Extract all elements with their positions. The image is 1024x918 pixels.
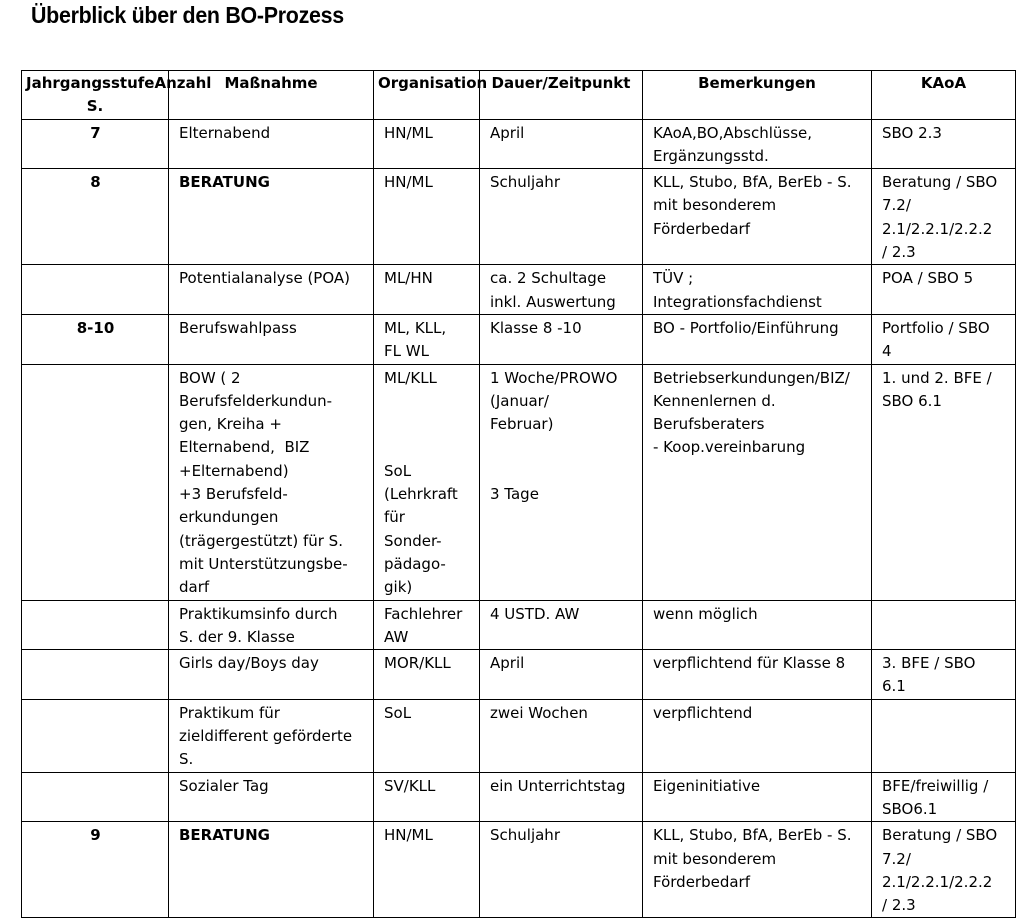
cell-text-line: mit besonderem	[653, 196, 777, 215]
cell-bemerkungen	[643, 699, 872, 772]
cell-text-line: SBO 6.1	[882, 391, 942, 410]
header-bemerkungen	[643, 71, 872, 120]
cell-jahrgangsstufe: 8-10	[22, 314, 169, 364]
cell-jahrgangsstufe	[22, 650, 169, 700]
cell-text-line: Portfolio / SBO	[882, 318, 990, 337]
blank-line	[384, 390, 470, 413]
cell-jahrgangsstufe	[22, 600, 169, 650]
cell-text-line: TÜV ;	[653, 269, 694, 288]
header-dauer	[480, 71, 643, 120]
cell-dauer	[480, 364, 643, 600]
table-body	[22, 119, 1016, 918]
cell-text-line: Girls day/Boys day	[179, 654, 319, 673]
cell-text-line: inkl. Auswertung	[490, 292, 616, 311]
header-line: Anzahl S.	[86, 74, 212, 116]
cell-text-line: 3. BFE / SBO	[882, 654, 976, 673]
cell-kaoa	[872, 265, 1016, 315]
cell-dauer	[480, 699, 643, 772]
cell-text-line: BFE/freiwillig /	[882, 776, 989, 795]
cell-text-line: für	[384, 508, 405, 527]
cell-dauer	[480, 314, 643, 364]
cell-text-line: Förderbedarf	[653, 219, 751, 238]
cell-dauer	[480, 772, 643, 822]
cell-text-line: Eigeninitiative	[653, 776, 761, 795]
cell-text-line: FL WL	[384, 342, 429, 361]
cell-dauer	[480, 119, 643, 169]
cell-text-line: BOW ( 2	[179, 368, 241, 387]
cell-bemerkungen	[643, 772, 872, 822]
cell-text-line: (trägergestützt) für S.	[179, 531, 343, 550]
page-title: Überblick über den BO-Prozess	[31, 2, 344, 28]
cell-text-line: ca. 2 Schultage	[490, 269, 607, 288]
cell-text-line: 1 Woche/PROWO	[490, 368, 618, 387]
cell-text-line: SoL	[384, 461, 412, 480]
cell-text-line: gik)	[384, 578, 413, 597]
header-line: Dauer/Zeitpunkt	[491, 74, 631, 92]
header-line: Organisati	[378, 74, 467, 92]
cell-jahrgangsstufe	[22, 699, 169, 772]
cell-organisation	[374, 265, 480, 315]
cell-text-line: Februar)	[490, 415, 554, 434]
cell-text-line: Elternabend	[179, 123, 271, 142]
header-line: Maßnahme	[224, 74, 318, 92]
cell-text-line: verpflichtend	[653, 703, 753, 722]
cell-text-line: 4 USTD. AW	[490, 604, 580, 623]
bo-process-table	[21, 70, 1016, 918]
cell-kaoa	[872, 364, 1016, 600]
cell-kaoa	[872, 119, 1016, 169]
cell-text-line: gen, Kreiha +	[179, 415, 282, 434]
cell-bemerkungen	[643, 314, 872, 364]
cell-text-line: Fachlehrer	[384, 604, 463, 623]
cell-text-line: BERATUNG	[179, 826, 270, 845]
cell-organisation	[374, 314, 480, 364]
cell-organisation	[374, 772, 480, 822]
cell-text-line: 4	[882, 342, 892, 361]
cell-text-line: SoL	[384, 703, 412, 722]
cell-text-line: SBO 2.3	[882, 123, 942, 142]
cell-text-line: BERATUNG	[179, 173, 270, 192]
cell-text-line: / 2.3	[882, 243, 916, 262]
cell-text-line: April	[490, 654, 525, 673]
cell-text-line: Schuljahr	[490, 826, 560, 845]
cell-kaoa	[872, 600, 1016, 650]
cell-kaoa	[872, 772, 1016, 822]
cell-text-line: ML, KLL,	[384, 318, 447, 337]
cell-text-line: 2.1/2.2.1/2.2.2	[882, 872, 993, 891]
cell-bemerkungen	[643, 265, 872, 315]
cell-text-line: April	[490, 123, 525, 142]
table-row	[22, 822, 1016, 918]
blank-line	[882, 702, 1006, 725]
cell-organisation	[374, 364, 480, 600]
cell-text-line: 6.1	[882, 677, 906, 696]
cell-text-line: Praktikum für	[179, 703, 280, 722]
cell-text-line: ML/KLL	[384, 368, 437, 387]
cell-text-line: KLL, Stubo, BfA, BerEb - S.	[653, 173, 852, 192]
table-row	[22, 119, 1016, 169]
cell-massnahme	[169, 119, 374, 169]
cell-text-line: ML/HN	[384, 269, 433, 288]
cell-text-line: ein Unterrichtstag	[490, 776, 626, 795]
cell-bemerkungen	[643, 119, 872, 169]
cell-text-line: Sozialer Tag	[179, 776, 269, 795]
cell-text-line: S.	[179, 750, 194, 769]
cell-massnahme	[169, 600, 374, 650]
cell-text-line: - Koop.vereinbarung	[653, 438, 806, 457]
cell-dauer	[480, 822, 643, 918]
cell-organisation	[374, 650, 480, 700]
cell-text-line: 3 Tage	[490, 485, 539, 504]
cell-text-line: 1. und 2. BFE /	[882, 368, 992, 387]
cell-text-line: S. der 9. Klasse	[179, 627, 295, 646]
cell-text-line: KLL, Stubo, BfA, BerEb - S.	[653, 826, 852, 845]
cell-text-line: Berufsfelderkundun-	[179, 391, 333, 410]
cell-organisation	[374, 600, 480, 650]
table-row	[22, 169, 1016, 265]
cell-text-line: Ergänzungsstd.	[653, 146, 769, 165]
cell-text-line: KAoA,BO,Abschlüsse,	[653, 123, 813, 142]
cell-dauer	[480, 169, 643, 265]
cell-dauer	[480, 265, 643, 315]
cell-text-line: zieldifferent geförderte	[179, 727, 353, 746]
cell-text-line: erkundungen	[179, 508, 279, 527]
cell-text-line: 7.2/	[882, 849, 911, 868]
blank-line	[882, 603, 1006, 626]
cell-text-line: Betriebserkundungen/BIZ/	[653, 368, 850, 387]
table-row	[22, 699, 1016, 772]
cell-text-line: Berufsberaters	[653, 415, 765, 434]
cell-text-line: verpflichtend für Klasse 8	[653, 654, 846, 673]
cell-text-line: (Lehrkraft	[384, 485, 458, 504]
cell-bemerkungen	[643, 169, 872, 265]
cell-text-line: Beratung / SBO	[882, 173, 998, 192]
cell-organisation	[374, 699, 480, 772]
cell-text-line: HN/ML	[384, 826, 433, 845]
cell-text-line: Praktikumsinfo durch	[179, 604, 338, 623]
cell-text-line: BO - Portfolio/Einführung	[653, 318, 839, 337]
cell-text-line: Kennenlernen d.	[653, 391, 776, 410]
cell-massnahme	[169, 772, 374, 822]
cell-text-line: 2.1/2.2.1/2.2.2	[882, 219, 993, 238]
cell-text-line: MOR/KLL	[384, 654, 451, 673]
cell-text-line: HN/ML	[384, 173, 433, 192]
cell-text-line: +Elternabend)	[179, 461, 289, 480]
cell-text-line: / 2.3	[882, 896, 916, 915]
blank-line	[490, 436, 633, 459]
table-header-row	[22, 71, 1016, 120]
header-jahrgangsstufe	[22, 71, 212, 120]
cell-massnahme	[169, 169, 374, 265]
cell-massnahme	[169, 314, 374, 364]
table-row	[22, 265, 1016, 315]
cell-jahrgangsstufe	[22, 364, 169, 600]
cell-jahrgangsstufe: 9	[22, 822, 169, 918]
header-line: KAoA	[920, 74, 967, 92]
cell-text-line: pädago-	[384, 554, 446, 573]
cell-organisation	[374, 822, 480, 918]
cell-text-line: mit Unterstützungsbe-	[179, 554, 348, 573]
cell-kaoa	[872, 169, 1016, 265]
table-row	[22, 600, 1016, 650]
cell-jahrgangsstufe: 8	[22, 169, 169, 265]
header-line: Jahrgangsstufe	[26, 74, 155, 92]
cell-text-line: Elternabend, BIZ	[179, 438, 310, 457]
cell-massnahme	[169, 650, 374, 700]
cell-text-line: POA / SBO 5	[882, 269, 974, 288]
header-line: Bemerkungen	[698, 74, 816, 92]
cell-text-line: Berufswahlpass	[179, 318, 297, 337]
cell-text-line: (Januar/	[490, 391, 549, 410]
cell-text-line: Potentialanalyse (POA)	[179, 269, 351, 288]
cell-kaoa	[872, 314, 1016, 364]
cell-massnahme	[169, 364, 374, 600]
header-line: on	[466, 74, 488, 92]
cell-massnahme	[169, 265, 374, 315]
cell-jahrgangsstufe	[22, 265, 169, 315]
cell-bemerkungen	[643, 364, 872, 600]
header-kaoa	[872, 71, 1016, 120]
cell-text-line: Sonder-	[384, 531, 442, 550]
cell-text-line: SBO6.1	[882, 799, 938, 818]
cell-dauer	[480, 650, 643, 700]
cell-text-line: 7.2/	[882, 196, 911, 215]
cell-jahrgangsstufe	[22, 772, 169, 822]
cell-kaoa	[872, 699, 1016, 772]
cell-text-line: AW	[384, 627, 409, 646]
table-row	[22, 314, 1016, 364]
cell-text-line: Beratung / SBO	[882, 826, 998, 845]
cell-text-line: HN/ML	[384, 123, 433, 142]
table-row	[22, 650, 1016, 700]
blank-line	[490, 460, 633, 483]
cell-kaoa	[872, 650, 1016, 700]
cell-text-line: zwei Wochen	[490, 703, 588, 722]
cell-organisation	[374, 119, 480, 169]
header-organisation	[374, 71, 488, 120]
table-row	[22, 772, 1016, 822]
cell-massnahme	[169, 699, 374, 772]
cell-text-line: Schuljahr	[490, 173, 560, 192]
cell-organisation	[374, 169, 480, 265]
cell-text-line: Klasse 8 -10	[490, 318, 582, 337]
cell-text-line: +3 Berufsfeld-	[179, 485, 288, 504]
cell-massnahme	[169, 822, 374, 918]
cell-dauer	[480, 600, 643, 650]
cell-text-line: mit besonderem	[653, 849, 777, 868]
cell-jahrgangsstufe: 7	[22, 119, 169, 169]
cell-text-line: wenn möglich	[653, 604, 758, 623]
cell-bemerkungen	[643, 600, 872, 650]
cell-kaoa	[872, 822, 1016, 918]
blank-line	[384, 413, 470, 436]
cell-text-line: Integrationsfachdienst	[653, 292, 822, 311]
table-row	[22, 364, 1016, 600]
blank-line	[384, 436, 470, 459]
cell-text-line: SV/KLL	[384, 776, 436, 795]
cell-text-line: darf	[179, 578, 210, 597]
cell-text-line: Förderbedarf	[653, 872, 751, 891]
cell-bemerkungen	[643, 650, 872, 700]
cell-bemerkungen	[643, 822, 872, 918]
